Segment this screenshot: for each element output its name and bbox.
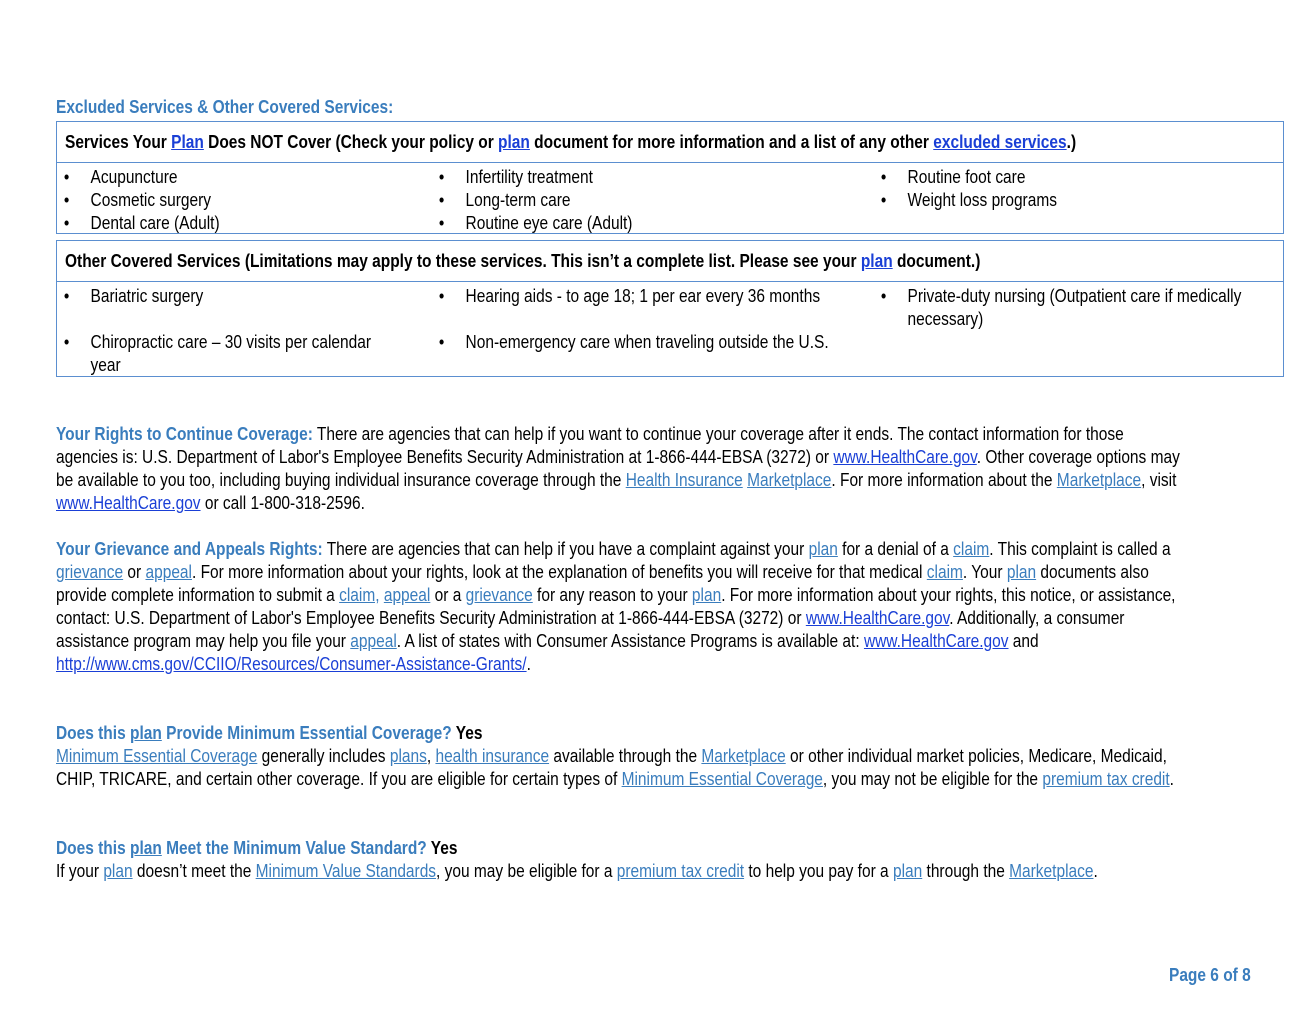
healthcare-gov-link[interactable]: www.HealthCare.gov — [863, 631, 1009, 651]
list-item: • Routine eye care (Adult) — [432, 212, 632, 235]
plan-link[interactable]: plan — [103, 861, 133, 881]
not-covered-col-3 — [874, 166, 1057, 212]
grievance-link[interactable]: grievance — [56, 562, 124, 582]
not-covered-col-2 — [432, 166, 632, 235]
mvs-title: Does this plan Meet the Minimum Value Standard? — [56, 838, 427, 858]
plan-link[interactable]: plan — [1006, 562, 1037, 582]
health-insurance-link[interactable]: Health Insurance — [625, 470, 743, 490]
rights-title: Your Rights to Continue Coverage: — [56, 424, 313, 444]
premium-tax-credit-link[interactable]: premium tax credit — [1042, 769, 1170, 789]
healthcare-gov-link[interactable]: www.HealthCare.gov — [56, 493, 201, 513]
list-item: • Cosmetic surgery — [57, 189, 220, 212]
mec-link[interactable]: Minimum Essential Coverage — [621, 769, 823, 789]
healthcare-gov-link[interactable]: www.HealthCare.gov — [805, 608, 950, 628]
mvs-link[interactable]: Minimum Value Standards — [255, 861, 437, 881]
plans-link[interactable]: plans — [389, 746, 427, 766]
healthcare-gov-link[interactable]: www.HealthCare.gov — [833, 447, 977, 467]
not-covered-col-1 — [57, 166, 220, 235]
list-item: • Chiropractic care – 30 visits per calendar year — [57, 331, 371, 377]
list-item: • Weight loss programs — [874, 189, 1057, 212]
list-item: • Infertility treatment — [432, 166, 632, 189]
rights-paragraph: Your Rights to Continue Coverage: There are agencies that can help if you want to continue your coverage after it ends. The contact information for those agencies is: U.S. Department of Labor's Employee Benefits Security Administration at 1-866-444-EBSA (3272) or www.HealthCare.gov. Other coverage options may be available to you too, including buying individual insurance coverage through the Health Insurance Marketplace. For more information about the Marketplace, visit www.HealthCare.gov or call 1-800-318-2596. — [56, 424, 1180, 513]
other-covered-table — [56, 240, 1284, 377]
marketplace-link[interactable]: Marketplace — [1009, 861, 1094, 881]
not-covered-table — [56, 121, 1284, 234]
excluded-services-link[interactable]: excluded services — [933, 132, 1067, 152]
marketplace-link[interactable]: Marketplace — [701, 746, 786, 766]
marketplace-link[interactable]: Marketplace — [747, 470, 832, 490]
appeal-link[interactable]: appeal — [350, 631, 397, 651]
plan-link[interactable]: plan — [860, 251, 893, 271]
plan-link[interactable]: plan — [808, 539, 838, 559]
claim-link[interactable]: claim — [926, 562, 963, 582]
claim-link[interactable]: claim, — [339, 585, 380, 605]
mec-title: Does this plan Provide Minimum Essential Coverage? — [56, 723, 452, 743]
list-item: • Long-term care — [432, 189, 632, 212]
mec-section: Does this plan Provide Minimum Essential Coverage? Yes Minimum Essential Coverage generally includes plans, health insurance available through the Marketplace or other individual market policies, Medicare, Medicaid, CHIP, TRICARE, and certain other coverage. If you are eligible for certain types of Minimum Essential Coverage, you may not be eligible for the premium tax credit. — [56, 723, 1174, 789]
mec-link[interactable]: Minimum Essential Coverage — [56, 746, 258, 766]
marketplace-link[interactable]: Marketplace — [1056, 470, 1142, 490]
list-item: • Acupuncture — [57, 166, 220, 189]
grievance-paragraph: Your Grievance and Appeals Rights: There are agencies that can help if you have a complaint against your plan for a denial of a claim. This complaint is called a grievance or appeal. For more information about your rights, look at the explanation of benefits you will receive for that medical claim. Your plan documents also provide complete information to submit a claim, appeal or a grievance for any reason to your plan. For more information about your rights, this notice, or assistance, contact: U.S. Department of Labor's Employee Benefits Security Administration at 1-866-444-EBSA (3272) or www.HealthCare.gov. Additionally, a consumer assistance program may help you file your appeal. A list of states with Consumer Assistance Programs is available at: www.HealthCare.gov and http://www.cms.gov/CCIIO/Resources/Consumer-Assistance-Grants/. — [56, 539, 1176, 674]
plan-link[interactable]: plan — [129, 723, 162, 743]
mec-answer: Yes — [451, 723, 483, 743]
claim-link[interactable]: claim — [953, 539, 990, 559]
list-item: • Dental care (Adult) — [57, 212, 220, 235]
plan-link[interactable]: plan — [691, 585, 722, 605]
premium-tax-credit-link[interactable]: premium tax credit — [616, 861, 745, 881]
other-covered-col-3 — [874, 285, 1241, 331]
list-item: • Private-duty nursing (Outpatient care if medically necessary) — [874, 285, 1241, 331]
list-item: • Bariatric surgery — [57, 285, 371, 308]
appeal-link[interactable]: appeal — [383, 585, 431, 605]
list-item: • Non-emergency care when traveling outside the U.S. — [432, 331, 829, 354]
plan-link[interactable]: plan — [892, 861, 923, 881]
mvs-section: Does this plan Meet the Minimum Value Standard? Yes If your plan doesn’t meet the Minimum Value Standards, you may be eligible for a premium tax credit to help you pay for a plan through the Marketplace. — [56, 838, 1098, 881]
page-number: Page 6 of 8 — [1169, 965, 1251, 985]
health-insurance-link[interactable]: health insurance — [435, 746, 550, 766]
plan-link[interactable]: plan — [129, 838, 162, 858]
plan-link[interactable]: plan — [498, 132, 530, 152]
grievance-link[interactable]: grievance — [465, 585, 533, 605]
plan-link[interactable]: Plan — [171, 132, 204, 152]
appeal-link[interactable]: appeal — [145, 562, 192, 582]
list-item: • Routine foot care — [874, 166, 1057, 189]
cms-consumer-assistance-link[interactable]: http://www.cms.gov/CCIIO/Resources/Consumer-Assistance-Grants/ — [56, 654, 527, 674]
other-covered-col-1 — [57, 285, 371, 377]
excluded-services-header: Excluded Services & Other Covered Services: — [56, 97, 394, 117]
mvs-answer: Yes — [426, 838, 458, 858]
other-covered-col-2 — [432, 285, 829, 354]
other-covered-heading: Other Covered Services (Limitations may apply to these services. This isn’t a complete list. Please see your plan document.) — [57, 241, 1283, 282]
grievance-title: Your Grievance and Appeals Rights: — [56, 539, 323, 559]
not-covered-heading: Services Your Plan Does NOT Cover (Check your policy or plan document for more information and a list of any other excluded services.) — [57, 122, 1283, 163]
list-item: • Hearing aids - to age 18; 1 per ear every 36 months — [432, 285, 829, 308]
